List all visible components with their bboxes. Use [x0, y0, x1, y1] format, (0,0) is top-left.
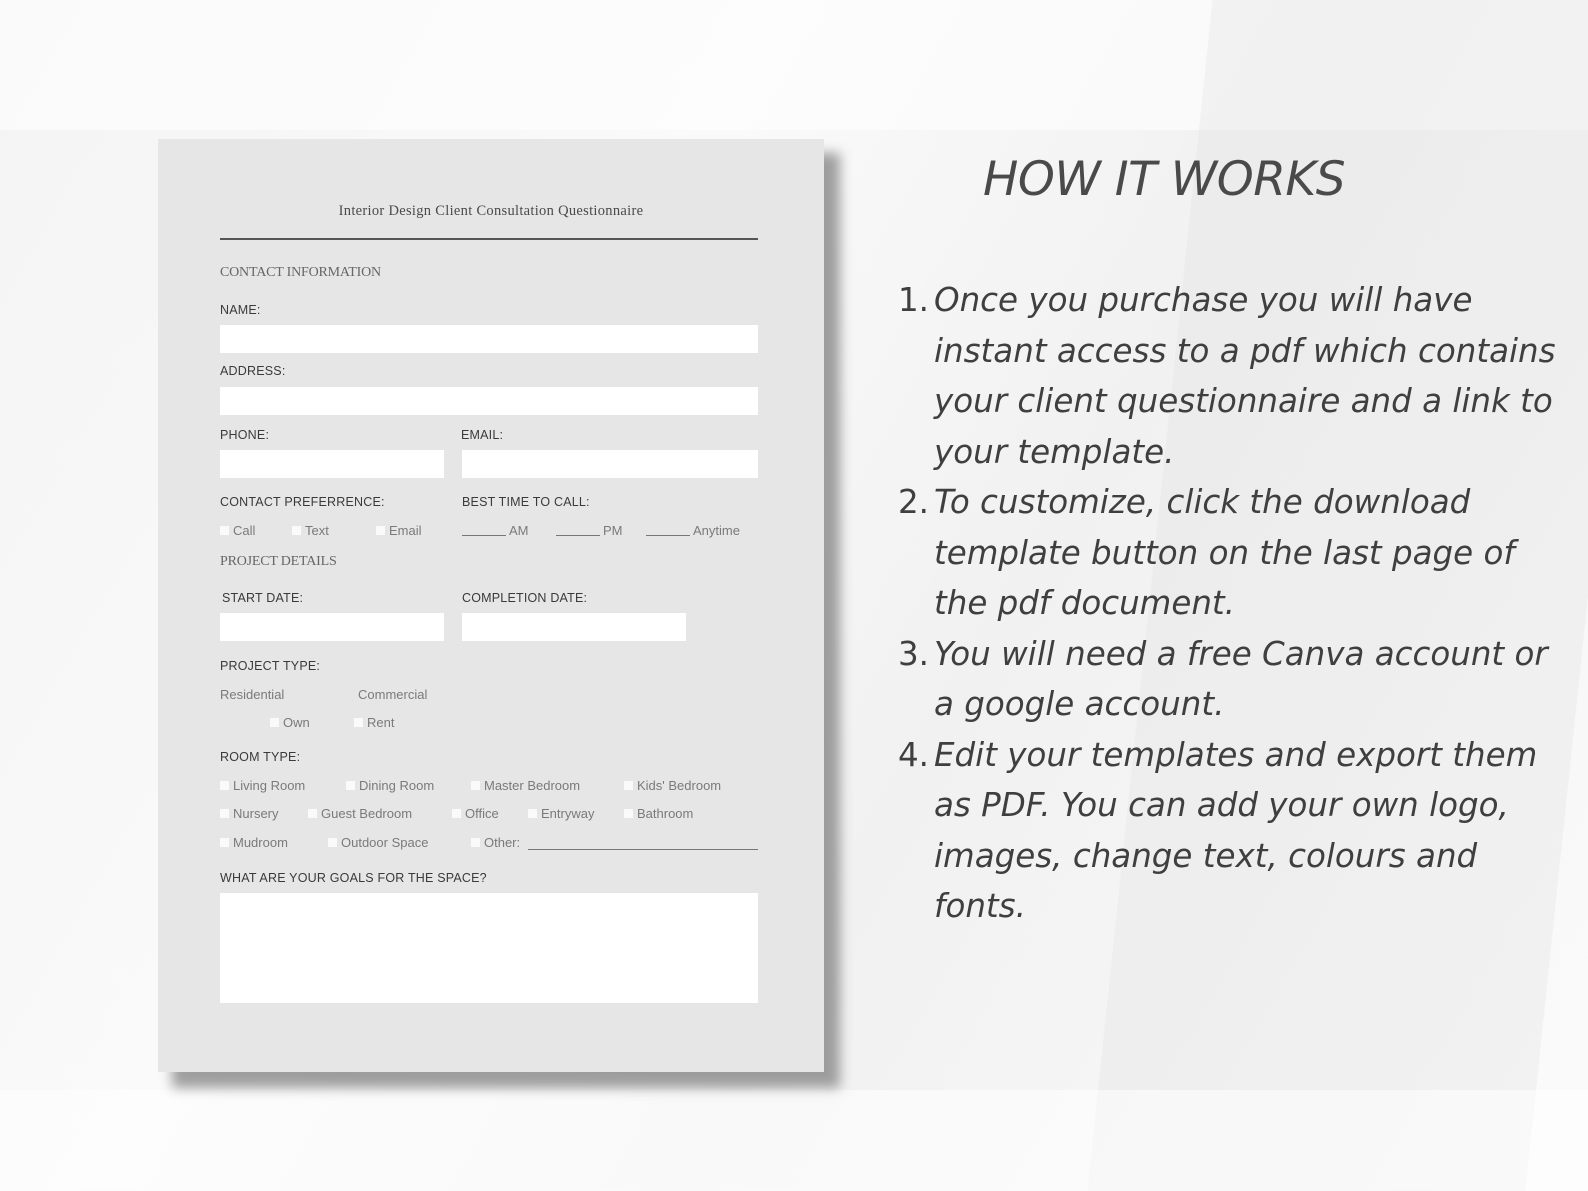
room-type-label: ROOM TYPE:: [220, 750, 301, 764]
checkbox[interactable]: [354, 718, 363, 727]
step-item: [900, 629, 1560, 730]
step-number: 4.: [898, 735, 930, 774]
checkbox[interactable]: [452, 809, 461, 818]
room-option[interactable]: Guest Bedroom: [308, 806, 412, 821]
best-time-label: BEST TIME TO CALL:: [462, 495, 590, 509]
title-divider: [220, 238, 758, 240]
room-option[interactable]: Living Room: [220, 778, 305, 793]
completion-date-field[interactable]: [462, 613, 686, 641]
checkbox[interactable]: [528, 809, 537, 818]
steps-list: [900, 275, 1560, 932]
step-number: 3.: [898, 634, 930, 673]
phone-label: PHONE:: [220, 428, 270, 442]
background-panel: [0, 1090, 1588, 1191]
form-title: Interior Design Client Consultation Questionnaire: [338, 203, 644, 219]
section-contact-heading: CONTACT INFORMATION: [220, 265, 381, 280]
step-text: Once you purchase you will have instant access to a pdf which contains your client questionnaire and a link to your template.: [934, 281, 1556, 471]
step-number: 1.: [898, 281, 930, 319]
room-option[interactable]: Nursery: [220, 806, 279, 821]
blank-line[interactable]: [556, 525, 600, 536]
step-number: 2.: [898, 483, 930, 521]
contact-option-call[interactable]: Call: [220, 523, 255, 538]
questionnaire-page: [158, 139, 824, 1072]
section-project-heading: PROJECT DETAILS: [220, 554, 337, 569]
checkbox[interactable]: [308, 809, 317, 818]
how-it-works-title: HOW IT WORKS: [983, 152, 1346, 207]
goals-field[interactable]: [220, 893, 758, 1003]
checkbox[interactable]: [346, 781, 355, 790]
ownership-own[interactable]: Own: [270, 715, 310, 730]
start-date-label: START DATE:: [222, 591, 304, 605]
email-label: EMAIL:: [461, 428, 504, 442]
contact-preference-label: CONTACT PREFERRENCE:: [220, 495, 385, 509]
room-option-other[interactable]: Other:: [471, 835, 520, 850]
name-label: NAME:: [220, 303, 261, 317]
other-blank-line[interactable]: [528, 849, 758, 850]
checkbox[interactable]: [220, 526, 229, 535]
room-option[interactable]: Dining Room: [346, 778, 434, 793]
checkbox[interactable]: [471, 781, 480, 790]
checkbox[interactable]: [220, 809, 229, 818]
checkbox[interactable]: [624, 781, 633, 790]
step-text: You will need a free Canva account or a google account.: [934, 634, 1548, 723]
address-label: ADDRESS:: [220, 364, 286, 378]
room-option[interactable]: Office: [452, 806, 499, 821]
contact-option-text[interactable]: Text: [292, 523, 329, 538]
room-option[interactable]: Master Bedroom: [471, 778, 580, 793]
step-item: [900, 275, 1560, 477]
completion-date-label: COMPLETION DATE:: [462, 591, 588, 605]
blank-line[interactable]: [462, 525, 506, 536]
room-option[interactable]: Entryway: [528, 806, 594, 821]
project-type-commercial[interactable]: Commercial: [358, 687, 428, 702]
checkbox[interactable]: [270, 718, 279, 727]
checkbox[interactable]: [220, 838, 229, 847]
checkbox[interactable]: [376, 526, 385, 535]
checkbox[interactable]: [292, 526, 301, 535]
email-field[interactable]: [462, 450, 758, 478]
room-option[interactable]: Bathroom: [624, 806, 693, 821]
contact-option-email[interactable]: Email: [376, 523, 422, 538]
step-text: To customize, click the download template button on the last page of the pdf document.: [934, 483, 1515, 622]
step-item: [900, 477, 1560, 629]
step-item: [900, 730, 1560, 932]
step-text: Edit your templates and export them as PDF. You can add your own logo, images, change text, colours and fonts.: [934, 735, 1538, 925]
checkbox[interactable]: [328, 838, 337, 847]
checkbox[interactable]: [471, 838, 480, 847]
address-field[interactable]: [220, 387, 758, 415]
start-date-field[interactable]: [220, 613, 444, 641]
project-type-label: PROJECT TYPE:: [220, 659, 321, 673]
ownership-rent[interactable]: Rent: [354, 715, 394, 730]
project-type-residential[interactable]: Residential: [220, 687, 285, 702]
name-field[interactable]: [220, 325, 758, 353]
room-option[interactable]: Mudroom: [220, 835, 288, 850]
time-option-pm[interactable]: PM: [556, 523, 623, 538]
goals-label: WHAT ARE YOUR GOALS FOR THE SPACE?: [220, 871, 487, 885]
room-option[interactable]: Kids' Bedroom: [624, 778, 721, 793]
time-option-anytime[interactable]: Anytime: [646, 523, 740, 538]
checkbox[interactable]: [624, 809, 633, 818]
phone-field[interactable]: [220, 450, 444, 478]
checkbox[interactable]: [220, 781, 229, 790]
time-option-am[interactable]: AM: [462, 523, 529, 538]
room-option[interactable]: Outdoor Space: [328, 835, 428, 850]
blank-line[interactable]: [646, 525, 690, 536]
